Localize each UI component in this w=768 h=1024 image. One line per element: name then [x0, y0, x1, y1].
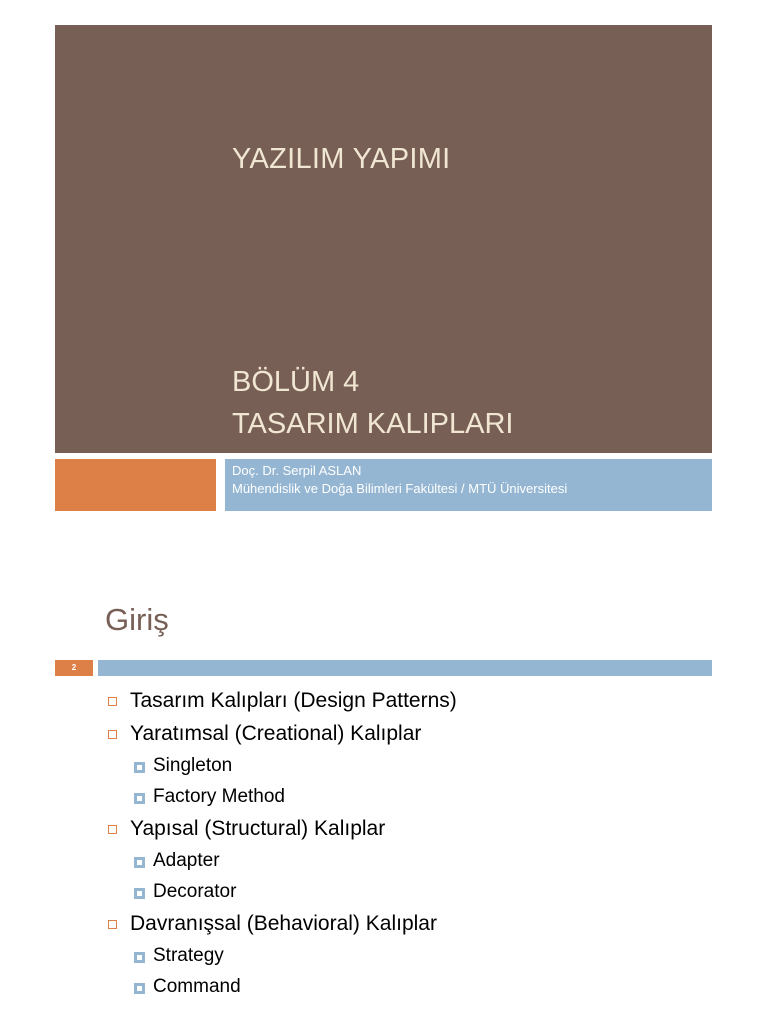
slide-title: YAZILIM YAPIMI	[232, 143, 451, 175]
sub-bullet-item	[107, 878, 707, 909]
sub-bullet-square-icon	[134, 857, 145, 868]
bullet-item	[107, 719, 707, 752]
sub-bullet-square-icon	[134, 888, 145, 899]
sub-bullet-text: Factory Method	[153, 786, 285, 807]
bullet-list	[107, 686, 707, 1004]
bullet-text: Yapısal (Structural) Kalıplar	[130, 817, 386, 840]
bullet-square-icon	[108, 730, 117, 739]
sub-bullet-square-icon	[134, 762, 145, 773]
bullet-square-icon	[108, 825, 117, 834]
bullet-text: Yaratımsal (Creational) Kalıplar	[130, 722, 422, 745]
bullet-item	[107, 686, 707, 719]
sub-bullet-square-icon	[134, 952, 145, 963]
sub-bullet-text: Adapter	[153, 850, 220, 871]
title-slide-panel	[55, 25, 712, 453]
accent-block-orange	[55, 459, 216, 511]
bullet-square-icon	[108, 697, 117, 706]
slide-number: 2	[55, 660, 93, 676]
author-info-bar	[225, 459, 712, 511]
section-title: Giriş	[105, 602, 169, 637]
slide-subtitle	[232, 361, 514, 445]
sub-bullet-text: Strategy	[153, 945, 224, 966]
sub-bullet-text: Command	[153, 976, 241, 997]
sub-bullet-square-icon	[134, 793, 145, 804]
sub-bullet-square-icon	[134, 983, 145, 994]
sub-bullet-item	[107, 783, 707, 814]
sub-bullet-item	[107, 973, 707, 1004]
sub-bullet-text: Decorator	[153, 881, 237, 902]
bullet-item	[107, 909, 707, 942]
subtitle-line-topic: TASARIM KALIPLARI	[232, 408, 514, 440]
author-affiliation: Mühendislik ve Doğa Bilimleri Fakültesi / MTÜ Üniversitesi	[232, 481, 568, 496]
slide-header-bar	[98, 660, 712, 676]
subtitle-line-chapter: BÖLÜM 4	[232, 366, 360, 398]
bullet-item	[107, 814, 707, 847]
sub-bullet-item	[107, 752, 707, 783]
sub-bullet-item	[107, 942, 707, 973]
author-name: Doç. Dr. Serpil ASLAN	[232, 463, 362, 478]
bullet-square-icon	[108, 920, 117, 929]
bullet-text: Davranışsal (Behavioral) Kalıplar	[130, 912, 437, 935]
sub-bullet-item	[107, 847, 707, 878]
sub-bullet-text: Singleton	[153, 755, 233, 776]
bullet-text: Tasarım Kalıpları (Design Patterns)	[130, 689, 457, 712]
